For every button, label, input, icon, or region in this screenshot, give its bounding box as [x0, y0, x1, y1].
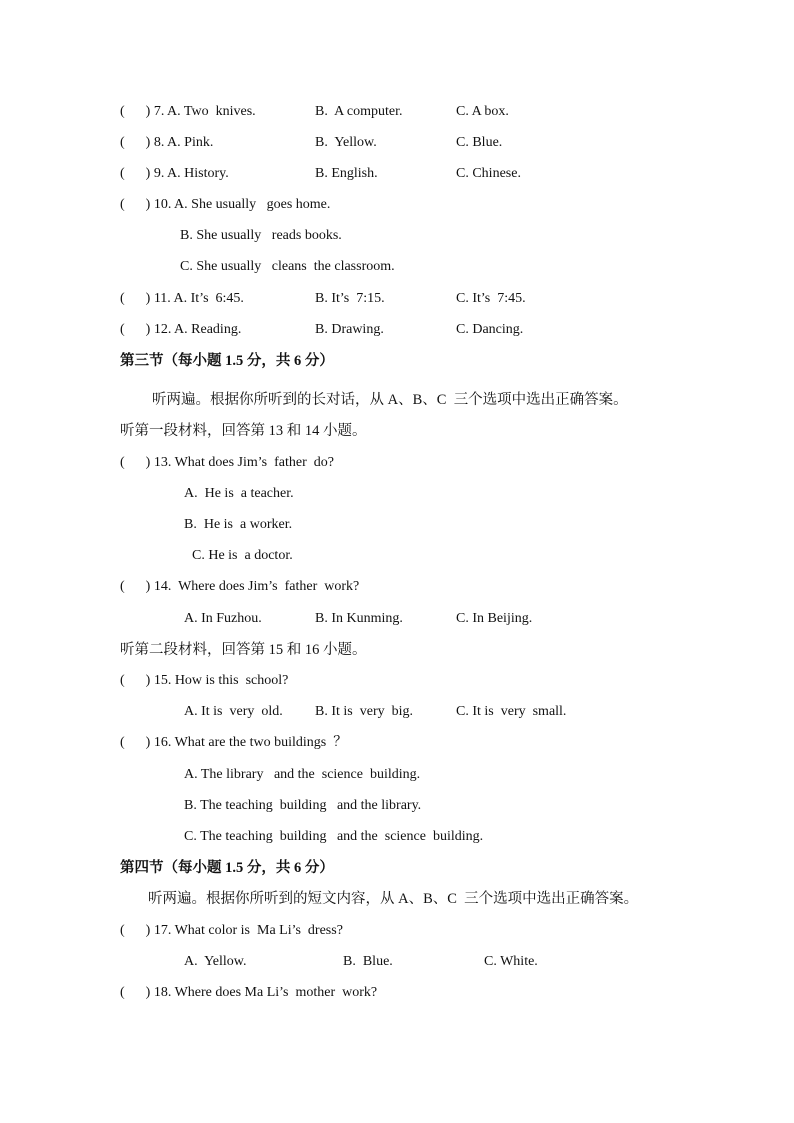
- q8-stem: ( ) 8. A. Pink.: [120, 135, 214, 150]
- q14-option-b: B. In Kunming.: [315, 611, 403, 626]
- q7-option-c: C. A box.: [456, 104, 509, 119]
- section4-instruction: 听两遍。根据你所听到的短文内容，从 A、B、C 三个选项中选出正确答案。: [148, 891, 639, 907]
- q17-option-a: A. Yellow.: [184, 954, 247, 969]
- q15-option-a: A. It is very old.: [184, 704, 283, 719]
- q10-option-c: C. She usually cleans the classroom.: [180, 259, 395, 274]
- q15-option-c: C. It is very small.: [456, 704, 567, 719]
- q11-stem: ( ) 11. A. It’s 6:45.: [120, 291, 244, 306]
- section4-heading: 第四节（每小题 1.5 分，共 6 分）: [120, 860, 334, 876]
- q16-option-c: C. The teaching building and the science building.: [184, 829, 484, 844]
- q8-option-c: C. Blue.: [456, 135, 503, 150]
- q12-option-c: C. Dancing.: [456, 322, 524, 337]
- section3-heading: 第三节（每小题 1.5 分，共 6 分）: [120, 353, 334, 369]
- q15-stem: ( ) 15. How is this school?: [120, 673, 289, 688]
- q13-stem: ( ) 13. What does Jim’s father do?: [120, 455, 334, 470]
- q16-option-b: B. The teaching building and the library.: [184, 798, 422, 813]
- q15-option-b: B. It is very big.: [315, 704, 413, 719]
- q13-option-c: C. He is a doctor.: [192, 548, 293, 563]
- q13-option-b: B. He is a worker.: [184, 517, 293, 532]
- q17-stem: ( ) 17. What color is Ma Li’s dress?: [120, 923, 343, 938]
- q14-option-c: C. In Beijing.: [456, 611, 533, 626]
- q11-option-b: B. It’s 7:15.: [315, 291, 385, 306]
- q16-stem: ( ) 16. What are the two buildings ？: [120, 735, 348, 750]
- q12-stem: ( ) 12. A. Reading.: [120, 322, 242, 337]
- q13-option-a: A. He is a teacher.: [184, 486, 294, 501]
- q14-stem: ( ) 14. Where does Jim’s father work?: [120, 579, 360, 594]
- q16-option-a: A. The library and the science building.: [184, 767, 421, 782]
- q7-stem: ( ) 7. A. Two knives.: [120, 104, 256, 119]
- q14-option-a: A. In Fuzhou.: [184, 611, 262, 626]
- q17-option-b: B. Blue.: [343, 954, 393, 969]
- q10-stem: ( ) 10. A. She usually goes home.: [120, 197, 331, 212]
- q10-option-b: B. She usually reads books.: [180, 228, 342, 243]
- section3-part1: 听第一段材料，回答第 13 和 14 小题。: [120, 423, 367, 439]
- q7-option-b: B. A computer.: [315, 104, 403, 119]
- q9-option-c: C. Chinese.: [456, 166, 521, 181]
- q9-option-b: B. English.: [315, 166, 378, 181]
- q9-stem: ( ) 9. A. History.: [120, 166, 229, 181]
- q11-option-c: C. It’s 7:45.: [456, 291, 526, 306]
- q18-stem: ( ) 18. Where does Ma Li’s mother work?: [120, 985, 378, 1000]
- section3-part2: 听第二段材料，回答第 15 和 16 小题。: [120, 642, 367, 658]
- q12-option-b: B. Drawing.: [315, 322, 384, 337]
- section3-instruction: 听两遍。根据你所听到的长对话，从 A、B、C 三个选项中选出正确答案。: [152, 392, 628, 408]
- q17-option-c: C. White.: [484, 954, 538, 969]
- q8-option-b: B. Yellow.: [315, 135, 377, 150]
